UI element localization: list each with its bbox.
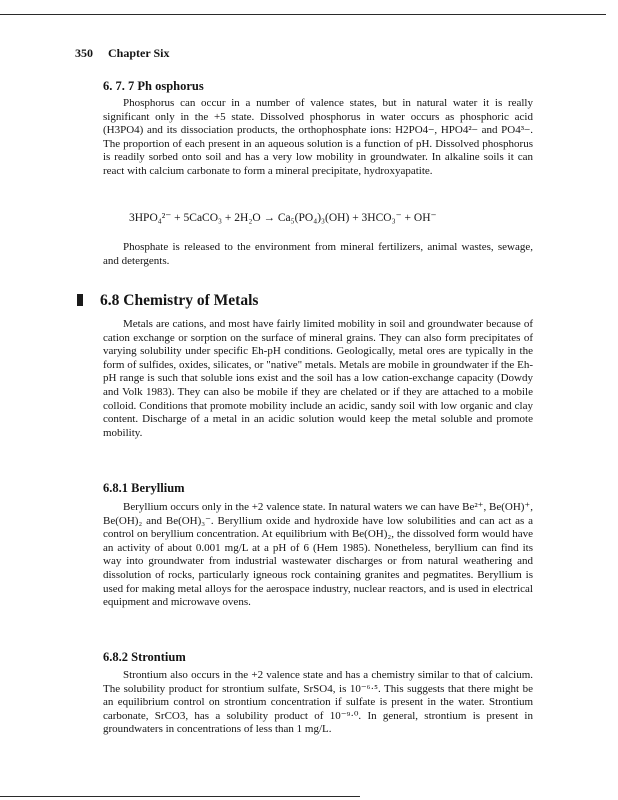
paragraph-phosphorus-1: Phosphorus can occur in a number of valence states, but in natural water it is really significant only in the +5 state. Dissolved phosphorus in water occurs as phosphoric acid (H3PO4) and its dissociation products, the orthophosphate ions: H2PO4−, HPO4²− and PO4³−. The proportion of each present in an aqueous solution is a function of pH. Dissolved phosphorus is readily sorbed onto soil and has a very low mobility in groundwater. In alkaline soils it can react with calcium carbonate to form a mineral precipitate, hydroxyapatite. [103, 97, 533, 177]
paragraph-strontium: Strontium also occurs in the +2 valence state and has a chemistry similar to that of calcium. The solubility product for strontium sulfate, SrSO4, is 10⁻⁶·⁵. This suggests that there might be an equilibrium control on strontium concentration if sulfate is present in the water. Strontium carbonate, SrCO3, has a solubility product of 10⁻⁹·⁰. In general, strontium is present in groundwaters in concentrations of less than 1 mg/L. [103, 669, 533, 736]
page-number: 350 [75, 46, 93, 60]
heading-metals: 6.8 Chemistry of Metals [100, 292, 259, 309]
equation-hydroxyapatite: 3HPO₄²⁻ + 5CaCO₃ + 2H₂O → Ca₅(PO₄)₃(OH) + 3HCO₃⁻ + OH⁻ [129, 212, 437, 224]
chapter-title: Chapter Six [108, 46, 170, 60]
top-rule [0, 14, 606, 15]
paragraph-metals: Metals are cations, and most have fairly limited mobility in soil and groundwater because of cation exchange or sorption on the surface of mineral grains. They can also form precipitates of varying solubility under specific Eh-pH conditions. Geologically, metal ores are typically in the form of sulfides, oxides, silicates, or "native" metals. Metals are mobile in groundwater if the Eh-pH range is such that soluble ions exist and the soil has a low cation-exchange capacity (Dowdy and Volk 1983). They can also be mobile if they are chelated or if they are attached to a mobile colloid. Conditions that promote mobility include an acidic, sandy soil with low organic and clay content. Discharge of a metal in an acidic solution would keep the metal soluble and promote mobility. [103, 318, 533, 439]
bottom-rule [0, 796, 360, 797]
section-marker [77, 294, 83, 306]
paragraph-beryllium: Beryllium occurs only in the +2 valence state. In natural waters we can have Be²⁺, Be(OH)⁺, Be(OH)₂ and Be(OH)₃⁻. Beryllium oxide and hydroxide have low solubilities and can act as a control on beryllium concentration. At equilibrium with Be(OH)₂, the dissolved form would have an activity of about 0.001 mg/L at a pH of 6 (Hem 1985). Nonetheless, beryllium can find its way into groundwater from industrial wastewater discharges or from natural weathering and dissolution of rocks, particularly igneous rock containing granites and pegmatites. Beryllium is used for making metal alloys for the aerospace industry, nuclear reactors, and is used in electrical equipment and microwave ovens. [103, 501, 533, 609]
running-head [75, 46, 169, 61]
paragraph-phosphorus-2: Phosphate is released to the environment from mineral fertilizers, animal wastes, sewage, and detergents. [103, 241, 533, 267]
heading-strontium: 6.8.2 Strontium [103, 650, 186, 664]
heading-beryllium: 6.8.1 Beryllium [103, 481, 185, 495]
heading-phosphorus: 6. 7. 7 Ph osphorus [103, 79, 204, 93]
